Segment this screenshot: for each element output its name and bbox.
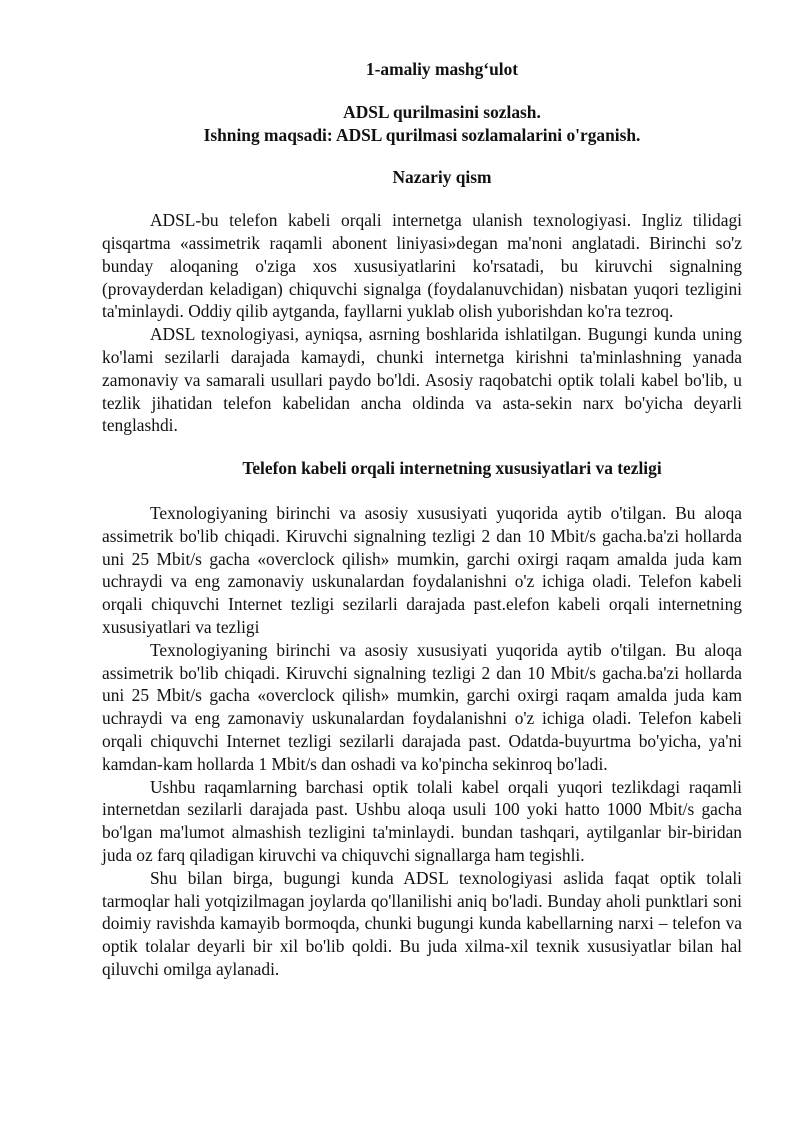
section-paragraph: Shu bilan birga, bugungi kunda ADSL texnologiyasi aslida faqat optik tolali tarmoqlar hali yotqizilmagan joylarda qo'llanilishi aniq bo'ladi. Bunday aholi punktlari soni doimiy ravishda kamayib bormoqda, chunki bugungi kunda kabellarning narxi – telefon va optik tolalar deyarli bir xil bo'lib qoldi. Bu juda xilma-xil texnik xususiyatlar bilan hal qiluvchi omilga aylanadi. — [102, 867, 742, 979]
spacer — [102, 189, 742, 209]
topic-line: ADSL qurilmasini sozlash. — [343, 101, 541, 122]
section-paragraph: Ushbu raqamlarning barchasi optik tolali kabel orqali yuqori tezlikdagi raqamli internetdan sezilarli darajada past. Ushbu aloqa usuli 100 yoki hatto 1000 Mbit/s gacha bo'lgan ma'lumot almashish tezligini ta'minlaydi. bundan tashqari, aytilganlar bir-biridan juda oz farq qiladigan kiruvchi va chiquvchi signallarga ham tegishli. — [102, 776, 742, 865]
spacer — [102, 81, 742, 101]
theory-heading: Nazariy qism — [392, 167, 492, 188]
spacer — [102, 480, 742, 502]
aim-line: Ishning maqsadi: ADSL qurilmasi sozlamalarini o'rganish. — [203, 124, 641, 145]
practice-title: 1-amaliy mashg‘ulot — [365, 59, 519, 79]
section-heading: Telefon kabeli orqali internetning xususiyatlari va tezligi — [242, 458, 662, 479]
theory-paragraph: ADSL texnologiyasi, ayniqsa, asrning boshlarida ishlatilgan. Bugungi kunda uning ko'lami sezilarli darajada kamaydi, chunki internetga kirishni ta'minlashning yanada zamonaviy va samarali usullari paydo bo'ldi. Asosiy raqobatchi optik tolali kabel bo'lib, u tezlik jihatidan telefon kabelidan ancha oldinda va asta-sekin narx bo'yicha deyarli tenglashdi. — [102, 324, 742, 436]
theory-paragraph: ADSL-bu telefon kabeli orqali internetga ulanish texnologiyasi. Ingliz tilidagi qisqartma «assimetrik raqamli abonent liniyasi»degan ma'noni anglatadi. Birinchi so'z bunday aloqaning o'ziga xos xususiyatlarini ko'rsatadi, bu kiruvchi signalning (provayderdan keladigan) chiquvchi signalga (foydalanuvchidan) nisbatan yuqori tezligini ta'minlaydi. Oddiy qilib aytganda, fayllarni yuklab olish yuborishdan ko'ra tezroq. — [102, 210, 742, 322]
spacer — [102, 437, 742, 457]
spacer — [102, 146, 742, 166]
section-paragraph: Texnologiyaning birinchi va asosiy xususiyati yuqorida aytib o'tilgan. Bu aloqa assimetrik bo'lib chiqadi. Kiruvchi signalning tezligi 2 dan 10 Mbit/s gacha.ba'zi hollarda uni 25 Mbit/s gacha «overclock qilish» mumkin, garchi oxirgi raqam amalda juda kam uchraydi va eng zamonaviy uskunalardan foydalanishni o'z ichiga oladi. Telefon kabeli orqali chiquvchi Internet tezligi sezilarli darajada past. Odatda-buyurtma bo'yicha, ya'ni kamdan-kam hollarda 1 Mbit/s dan oshadi va ko'pincha sekinroq bo'ladi. — [102, 639, 742, 774]
section-paragraph: Texnologiyaning birinchi va asosiy xususiyati yuqorida aytib o'tilgan. Bu aloqa assimetrik bo'lib chiqadi. Kiruvchi signalning tezligi 2 dan 10 Mbit/s gacha.ba'zi hollarda uni 25 Mbit/s gacha «overclock qilish» mumkin, garchi oxirgi raqam amalda juda kam uchraydi va eng zamonaviy uskunalardan foydalanishni o'z ichiga oladi. Telefon kabeli orqali chiquvchi Internet tezligi sezilarli darajada past.elefon kabeli orqali internetning xususiyatlari va tezligi — [102, 502, 742, 637]
